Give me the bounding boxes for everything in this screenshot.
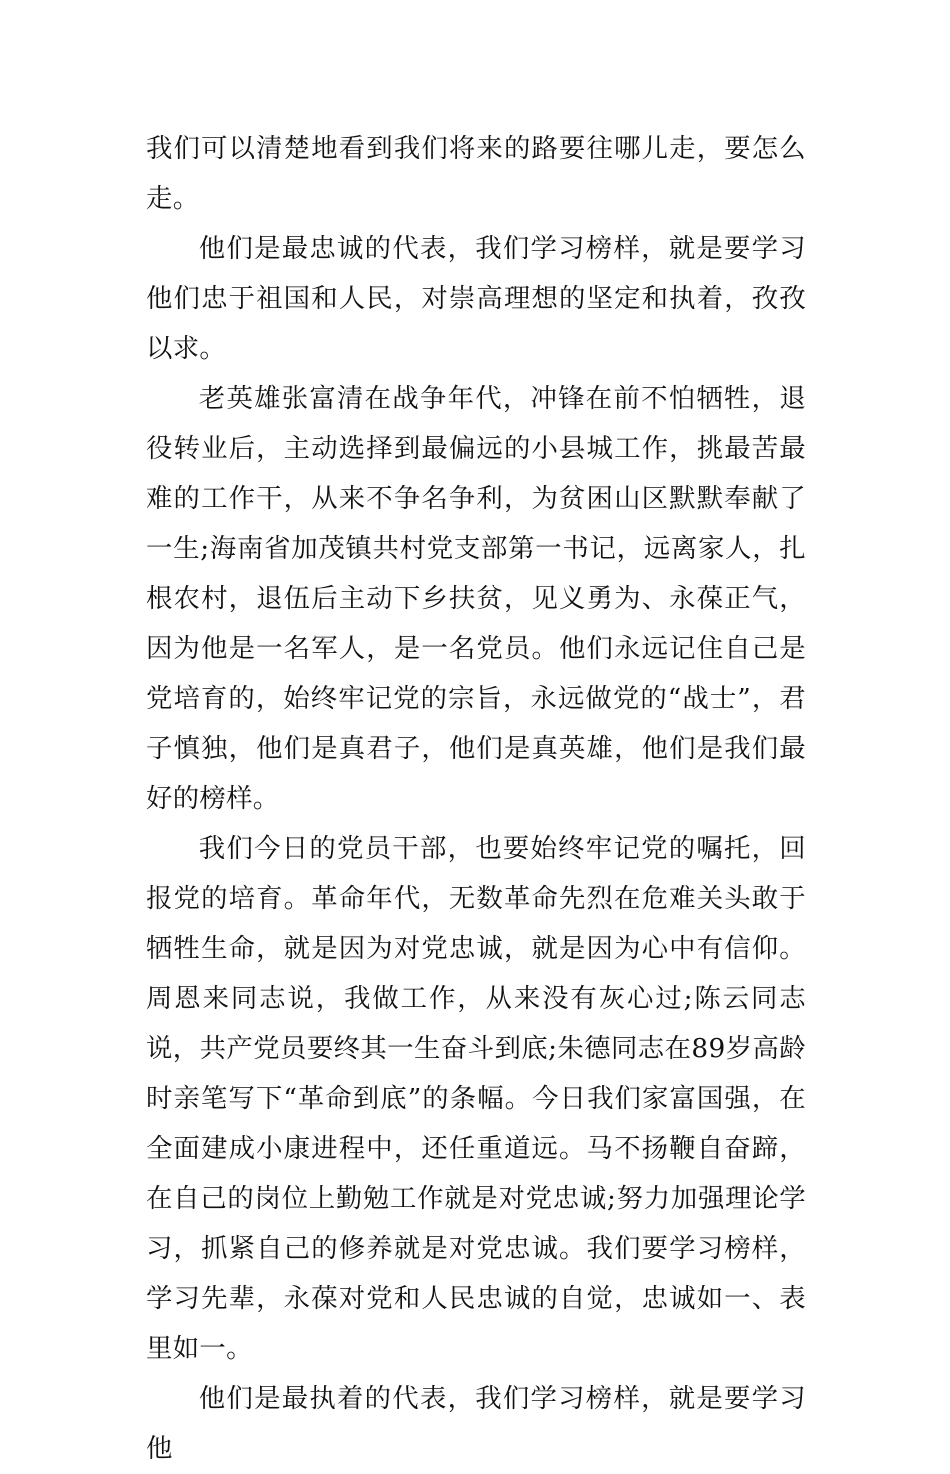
paragraph-continuation: 我们可以清楚地看到我们将来的路要往哪儿走，要怎么走。 xyxy=(146,133,806,214)
paragraph-loyalty-intro: 他们是最忠诚的代表，我们学习榜样，就是要学习他们忠于祖国和人民，对崇高理想的坚定和执着，孜孜以求。 xyxy=(146,233,806,364)
paragraph-persistence-intro: 他们是最执着的代表，我们学习榜样，就是要学习他 xyxy=(146,1383,806,1464)
document-page xyxy=(146,124,806,1474)
paragraph-party-cadres: 我们今日的党员干部，也要始终牢记党的嘱托，回报党的培育。革命年代，无数革命先烈在危难关头敢于牺牲生命，就是因为对党忠诚，就是因为心中有信仰。周恩来同志说，我做工作，从来没有灰心过;陈云同志说，共产党员要终其一生奋斗到底;朱德同志在89岁高龄时亲笔写下“革命到底”的条幅。今日我们家富国强，在全面建成小康进程中，还任重道远。马不扬鞭自奋蹄，在自己的岗位上勤勉工作就是对党忠诚;努力加强理论学习，抓紧自己的修养就是对党忠诚。我们要学习榜样，学习先辈，永葆对党和人民忠诚的自觉，忠诚如一、表里如一。 xyxy=(146,833,806,1364)
paragraph-hero-examples: 老英雄张富清在战争年代，冲锋在前不怕牺牲，退役转业后，主动选择到最偏远的小县城工作，挑最苦最难的工作干，从来不争名争利，为贫困山区默默奉献了一生;海南省加茂镇共村党支部第一书记，远离家人，扎根农村，退伍后主动下乡扶贫，见义勇为、永葆正气，因为他是一名军人，是一名党员。他们永远记住自己是党培育的，始终牢记党的宗旨，永远做党的“战士”，君子慎独，他们是真君子，他们是真英雄，他们是我们最好的榜样。 xyxy=(146,383,806,814)
